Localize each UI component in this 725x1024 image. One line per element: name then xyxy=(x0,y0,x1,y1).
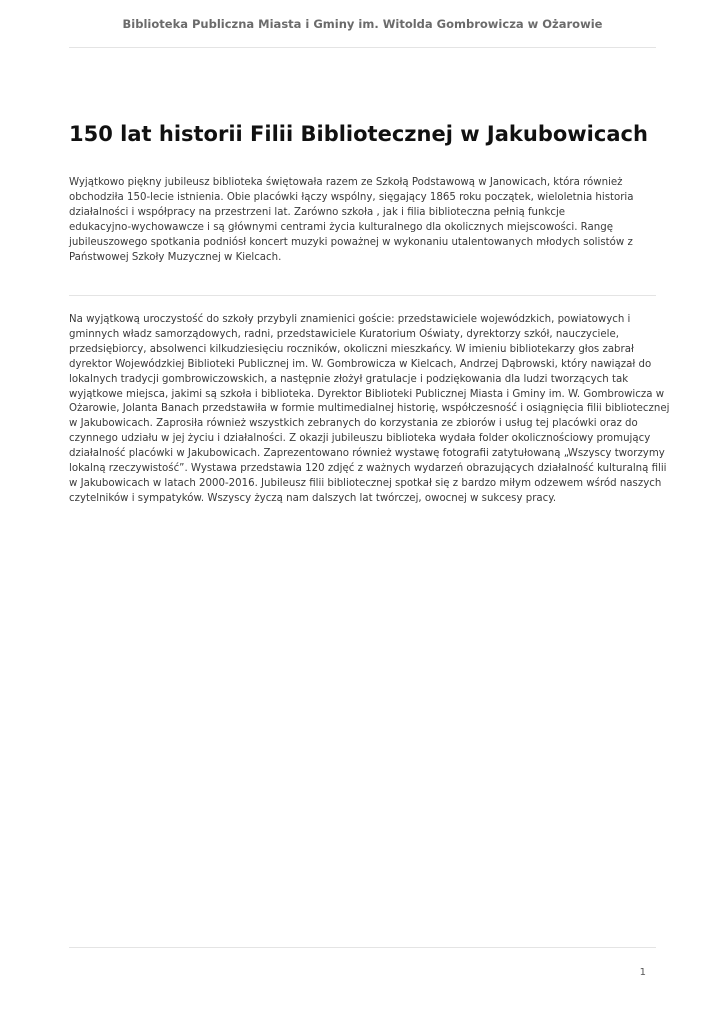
paragraph-line: działalność placówki w Jakubowicach. Zaprezentowano również wystawę fotografii zatytułowaną „Wszyscy tworzymy xyxy=(69,448,665,460)
paragraph-line: czytelników i sympatyków. Wszyscy życzą nam dalszych lat twórczej, owocnej w sukcesy pracy. xyxy=(69,492,557,504)
paragraph-line: działalności i współpracy na przestrzeni lat. Zarówno szkoła , jak i filia biblioteczna pełnią funkcje xyxy=(69,206,566,218)
paragraph-line: przedsiębiorcy, absolwenci kilkudziesięciu roczników, okoliczni mieszkańcy. W imieniu bibliotekarzy głos zabrał xyxy=(69,343,634,355)
header-divider xyxy=(69,47,656,48)
article-paragraph-intro xyxy=(69,176,659,265)
paragraph-line: w Jakubowicach. Zaprosiła również wszystkich zebranych do korzystania ze zbiorów i usług tej placówki oraz do xyxy=(69,418,638,430)
paragraph-line: w Jakubowicach w latach 2000-2016. Jubileusz filii bibliotecznej spotkał się z bardzo miłym odzewem wśród naszych xyxy=(69,477,662,489)
paragraph-line: Ożarowie, Jolanta Banach przedstawiła w formie multimedialnej historię, współczesność i osiągnięcia filii bibliotecznej xyxy=(69,403,670,415)
paragraph-line: dyrektor Wojewódzkiej Biblioteki Publicznej im. W. Gombrowicza w Kielcach, Andrzej Dąbrowski, który nawiązał do xyxy=(69,358,652,370)
paragraph-line: Na wyjątkową uroczystość do szkoły przybyli znamienici goście: przedstawiciele wojewódzkich, powiatowych i xyxy=(69,314,631,325)
paragraph-line: edukacyjno-wychowawcze i są głównymi centrami życia kulturalnego dla okolicznych miejscowości. Rangę xyxy=(69,221,613,233)
paragraph-line: Państwowej Szkoły Muzycznej w Kielcach. xyxy=(69,251,282,263)
paragraph-line: Wyjątkowo piękny jubileusz biblioteka świętowała razem ze Szkołą Podstawową w Janowicach, która również xyxy=(69,177,623,188)
paragraph-line: gminnych władz samorządowych, radni, przedstawiciele Kuratorium Oświaty, dyrektorzy szkół, nauczyciele, xyxy=(69,328,619,340)
paragraph-line: czynnego udziału w jej życiu i działalności. Z okazji jubileuszu biblioteka wydała folder okolicznościowy promujący xyxy=(69,433,651,445)
paragraph-line: lokalną rzeczywistość”. Wystawa przedstawia 120 zdjęć z ważnych wydarzeń obrazujących działalność kulturalną filii xyxy=(69,463,667,475)
footer-divider xyxy=(69,947,656,948)
section-divider xyxy=(69,295,656,296)
article-title: 150 lat historii Filii Bibliotecznej w Jakubowicach xyxy=(69,122,648,146)
article-paragraph-body xyxy=(69,313,670,507)
page-number: 1 xyxy=(639,967,646,978)
paragraph-line: obchodziła 150-lecie istnienia. Obie placówki łączy wspólny, sięgający 1865 roku początek, wieloletnia historia xyxy=(69,191,634,203)
paragraph-line: lokalnych tradycji gombrowiczowskich, a następnie złożył gratulacje i podziękowania dla ludzi tworzących tak xyxy=(69,373,629,385)
document-header: Biblioteka Publiczna Miasta i Gminy im. Witolda Gombrowicza w Ożarowie xyxy=(122,17,603,31)
paragraph-line: wyjątkowe miejsca, jakimi są szkoła i biblioteka. Dyrektor Biblioteki Publicznej Miasta i Gminy im. W. Gombrowicza w xyxy=(69,388,665,400)
paragraph-line: jubileuszowego spotkania podniósł koncert muzyki poważnej w wykonaniu utalentowanych młodych solistów z xyxy=(69,236,633,248)
